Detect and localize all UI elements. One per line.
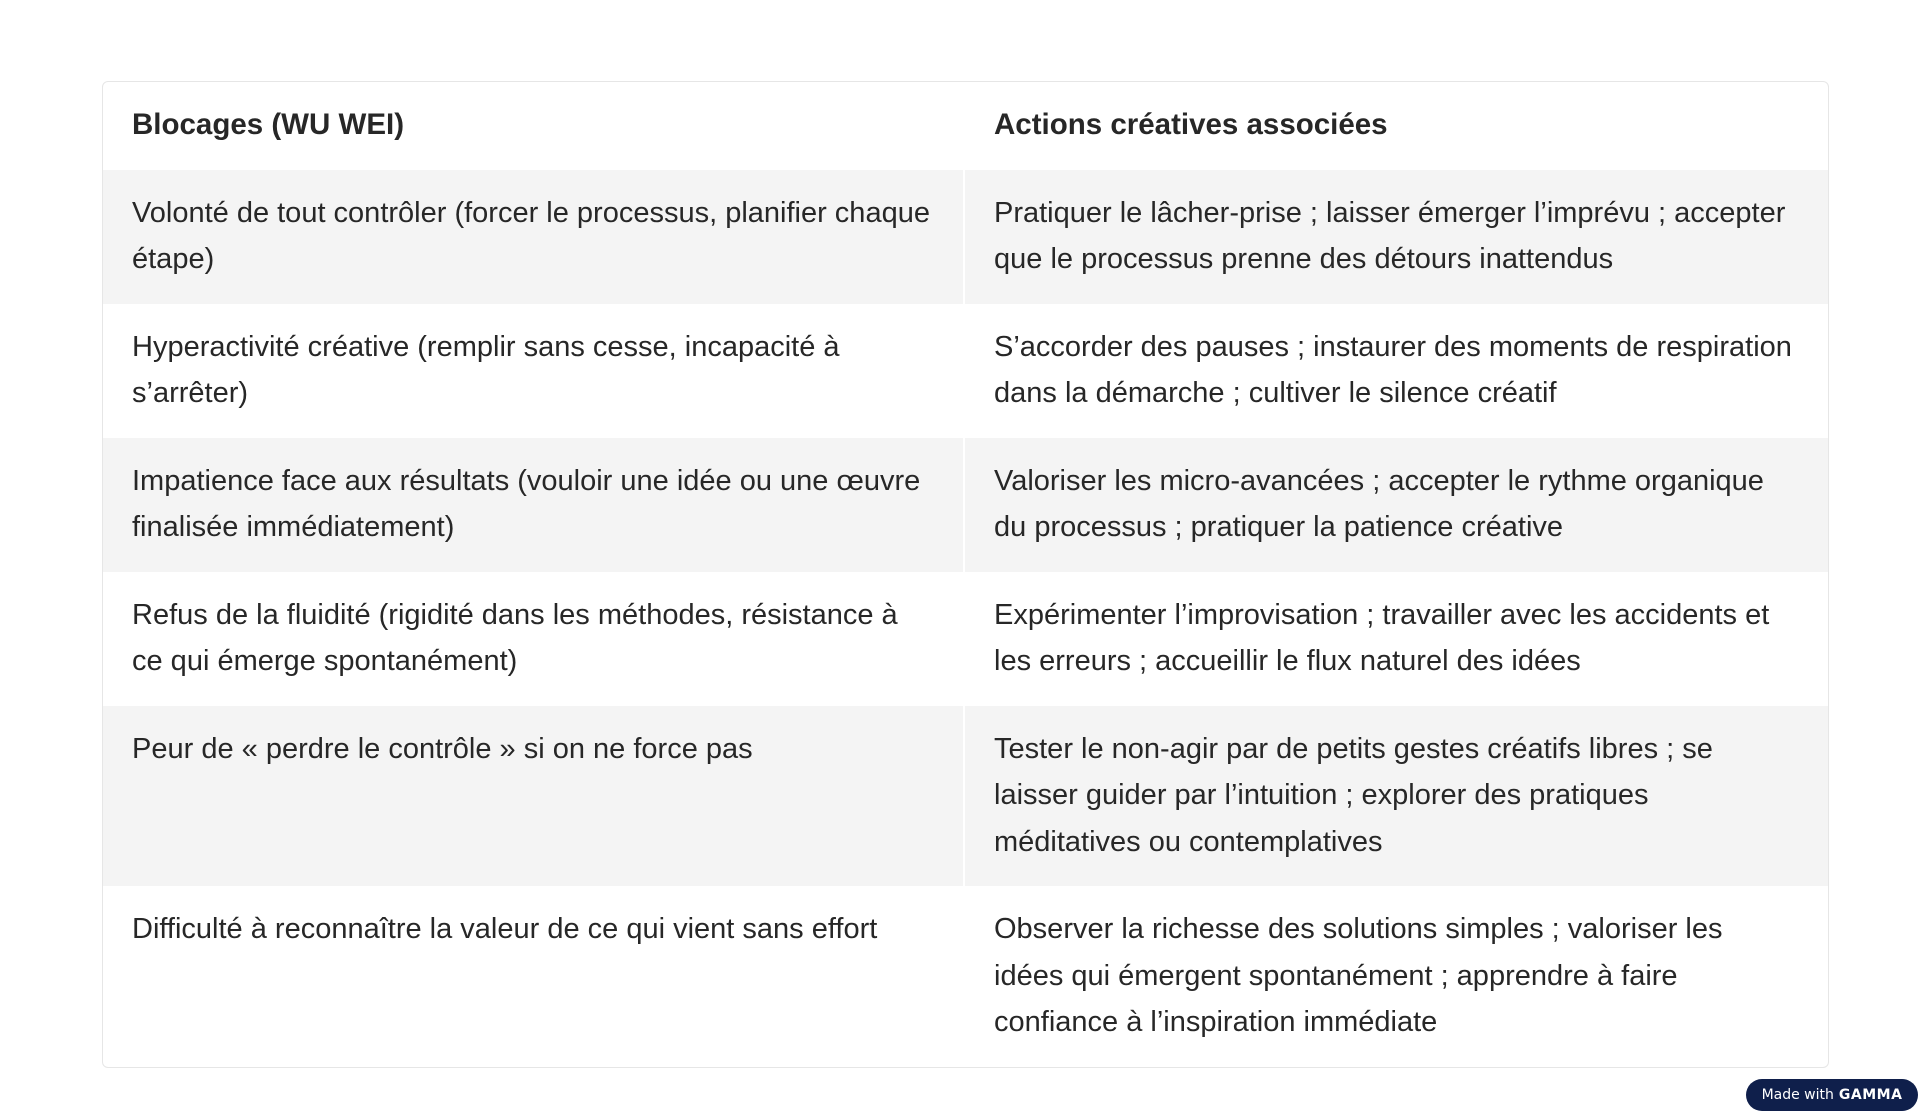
blocage-cell: Difficulté à reconnaître la valeur de ce qui vient sans effort — [103, 886, 965, 1067]
header-actions: Actions créatives associées — [994, 108, 1388, 141]
action-cell: S’accorder des pauses ; instaurer des moments de respiration dans la démarche ; cultiver le silence créatif — [994, 330, 1792, 409]
table-row — [103, 572, 1828, 706]
gamma-logo-text: GAMMA — [1838, 1087, 1903, 1103]
action-cell: Observer la richesse des solutions simples ; valoriser les idées qui émergent spontanément ; apprendre à faire confiance à l’inspiration immédiate — [994, 913, 1723, 1038]
table-header-row — [103, 82, 1828, 170]
badge-prefix: Made with — [1761, 1087, 1834, 1103]
blocages-table — [102, 81, 1829, 1068]
table-row — [103, 438, 1828, 572]
blocage-cell: Peur de « perdre le contrôle » si on ne force pas — [103, 706, 965, 887]
blocage-cell: Hyperactivité créative (remplir sans cesse, incapacité à s’arrêter) — [103, 304, 965, 438]
header-blocages: Blocages (WU WEI) — [103, 82, 965, 170]
action-cell: Tester le non-agir par de petits gestes créatifs libres ; se laisser guider par l’intuition ; explorer des pratiques méditatives ou contemplatives — [994, 732, 1713, 858]
table-row — [103, 170, 1828, 304]
blocage-cell: Impatience face aux résultats (vouloir une idée ou une œuvre finalisée immédiatement) — [103, 438, 965, 572]
action-cell: Expérimenter l’improvisation ; travailler avec les accidents et les erreurs ; accueillir le flux naturel des idées — [994, 598, 1770, 677]
table-row — [103, 304, 1828, 438]
table-row — [103, 886, 1828, 1067]
made-with-gamma-badge[interactable] — [1746, 1079, 1918, 1111]
blocage-cell: Volonté de tout contrôler (forcer le processus, planifier chaque étape) — [103, 170, 965, 304]
action-cell: Valoriser les micro-avancées ; accepter le rythme organique du processus ; pratiquer la patience créative — [994, 464, 1764, 543]
action-cell: Pratiquer le lâcher-prise ; laisser émerger l’imprévu ; accepter que le processus prenne des détours inattendus — [994, 196, 1786, 275]
table-row — [103, 706, 1828, 887]
blocage-cell: Refus de la fluidité (rigidité dans les méthodes, résistance à ce qui émerge spontanément) — [103, 572, 965, 706]
